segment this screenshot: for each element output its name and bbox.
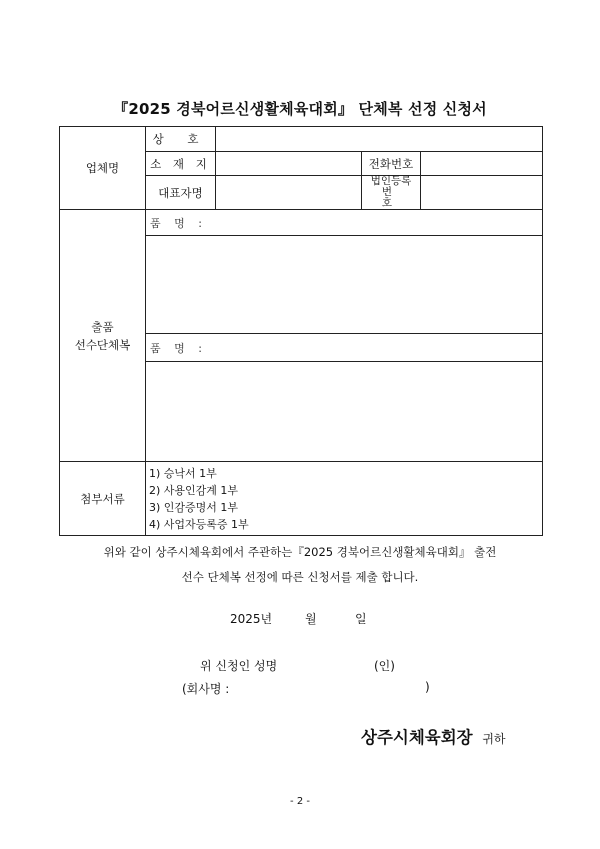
attachment-item: 4) 사업자등록증 1부 bbox=[149, 517, 249, 531]
date-day: 일 bbox=[355, 612, 367, 626]
product-item2-name-field[interactable]: 품 명 : bbox=[146, 334, 543, 362]
representative-field[interactable] bbox=[216, 176, 362, 210]
applicant-seal: (인) bbox=[374, 659, 395, 673]
attachments-row bbox=[60, 462, 543, 536]
product-section-label bbox=[60, 210, 146, 462]
product-item2-image-area[interactable] bbox=[146, 362, 543, 462]
applicant-name-label: 위 신청인 성명 bbox=[200, 659, 278, 673]
attachments-list bbox=[146, 462, 543, 536]
recipient-name: 상주시체육회장 bbox=[361, 728, 473, 747]
company-address-field[interactable] bbox=[216, 152, 362, 176]
date-year: 2025년 bbox=[230, 612, 273, 626]
applicant-company-close: ) bbox=[425, 680, 430, 694]
statement-line1: 위와 같이 상주시체육회에서 주관하는『2025 경북어르신생활체육대회』 출전 bbox=[103, 545, 497, 559]
registration-label-line2: 번 호 bbox=[381, 186, 407, 209]
date-month: 월 bbox=[305, 612, 317, 626]
company-name-label: 상 호 bbox=[146, 127, 216, 152]
product-item1-image-area[interactable] bbox=[146, 236, 543, 334]
registration-number-field[interactable] bbox=[421, 176, 543, 210]
product-section-label-line2: 선수단체복 bbox=[74, 337, 131, 352]
applicant-company-open: (회사명 : bbox=[182, 682, 230, 696]
page-number: - 2 - bbox=[290, 796, 310, 807]
application-form-table bbox=[59, 126, 543, 536]
statement-line2: 선수 단체복 선정에 따른 신청서를 제출 합니다. bbox=[181, 570, 419, 584]
company-name-field[interactable] bbox=[216, 127, 543, 152]
product-section-label-line1: 출품 bbox=[91, 319, 114, 334]
attachment-item: 1) 승낙서 1부 bbox=[149, 466, 217, 480]
company-address-label: 소 재 지 bbox=[146, 152, 216, 176]
document-title: 『2025 경북어르신생활체육대회』 단체복 선정 신청서 bbox=[113, 100, 487, 118]
recipient-suffix: 귀하 bbox=[482, 732, 506, 746]
company-name-row bbox=[60, 127, 543, 152]
phone-label: 전화번호 bbox=[362, 152, 421, 176]
attachment-item: 2) 사용인감계 1부 bbox=[149, 483, 239, 497]
company-section-label: 업체명 bbox=[60, 127, 146, 210]
registration-number-label bbox=[362, 176, 421, 210]
registration-label-line1: 법인등록 bbox=[370, 175, 412, 187]
product-item1-name-row bbox=[60, 210, 543, 236]
attachment-item: 3) 인감증명서 1부 bbox=[149, 500, 239, 514]
product-item1-name-field[interactable]: 품 명 : bbox=[146, 210, 543, 236]
phone-field[interactable] bbox=[421, 152, 543, 176]
recipient bbox=[361, 724, 506, 748]
representative-label: 대표자명 bbox=[146, 176, 216, 210]
attachments-section-label: 첨부서류 bbox=[60, 462, 146, 536]
